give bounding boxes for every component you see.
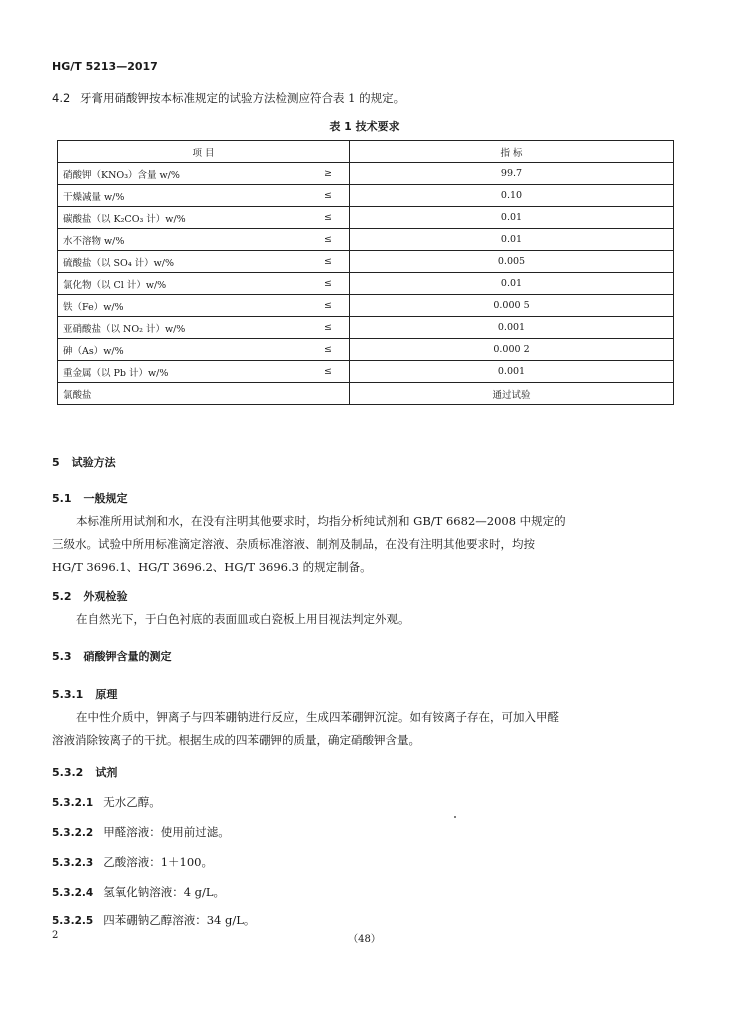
table-header-row — [58, 141, 674, 163]
sequence-number: （48） — [348, 934, 381, 945]
table-row — [58, 339, 674, 361]
section-title: 试验方法 — [71, 456, 116, 469]
paragraph-line: 本标准所用试剂和水，在没有注明其他要求时，均指分析纯试剂和 GB/T 6682—2008 中规定的 — [76, 514, 566, 528]
section-title: 原理 — [95, 688, 118, 701]
item-number: 5.3.2.5 — [52, 915, 94, 927]
section-number: 5.3.2 — [52, 766, 84, 779]
item-number: 5.3.2.3 — [52, 857, 94, 869]
table-row — [58, 295, 674, 317]
row-value: 0.005 — [350, 251, 674, 273]
paragraph-line: 溶液消除铵离子的干扰。根据生成的四苯硼钾的质量，确定硝酸钾含量。 — [52, 733, 420, 747]
row-operator: ≤ — [313, 185, 350, 207]
row-operator: ≤ — [313, 361, 350, 383]
reagent-item — [52, 884, 225, 900]
section-5-3-1-heading — [52, 686, 117, 702]
section-5-2-heading — [52, 588, 128, 604]
row-value: 0.001 — [350, 317, 674, 339]
item-text: 氢氧化钠溶液：4 g/L。 — [103, 885, 226, 899]
section-title: 硝酸钾含量的测定 — [83, 650, 172, 663]
reagent-item — [52, 794, 161, 810]
row-operator: ≤ — [313, 295, 350, 317]
table-row — [58, 383, 674, 405]
standard-code: HG/T 5213—2017 — [52, 60, 158, 73]
scan-speck — [454, 816, 456, 818]
section-number: 5.2 — [52, 590, 72, 603]
technical-requirements-table — [57, 140, 674, 405]
row-item: 砷（As）w/% — [58, 339, 314, 361]
row-operator: ≤ — [313, 207, 350, 229]
item-text: 乙酸溶液：1＋100。 — [103, 855, 213, 869]
section-5-3-1-text — [52, 706, 630, 752]
item-text: 四苯硼钠乙醇溶液：34 g/L。 — [103, 913, 256, 927]
clause-text: 牙膏用硝酸钾按本标准规定的试验方法检测应符合表 1 的规定。 — [79, 91, 406, 105]
paragraph-line: 在中性介质中，钾离子与四苯硼钠进行反应，生成四苯硼钾沉淀。如有铵离子存在，可加入甲醛 — [76, 710, 559, 724]
item-number: 5.3.2.1 — [52, 797, 94, 809]
table-row — [58, 229, 674, 251]
table-title: 表 1 技术要求 — [329, 120, 400, 133]
section-title: 一般规定 — [83, 492, 128, 505]
section-5-3-heading — [52, 648, 172, 664]
row-item: 氯化物（以 Cl 计）w/% — [58, 273, 314, 295]
section-number: 5.3 — [52, 650, 72, 663]
row-operator: ≥ — [313, 163, 350, 185]
item-text: 甲醛溶液：使用前过滤。 — [103, 825, 230, 839]
row-item: 干燥减量 w/% — [58, 185, 314, 207]
table-row — [58, 361, 674, 383]
table-row — [58, 317, 674, 339]
row-operator: ≤ — [313, 251, 350, 273]
row-value: 0.01 — [350, 273, 674, 295]
paragraph-line: 在自然光下，于白色衬底的表面皿或白瓷板上用目视法判定外观。 — [76, 612, 410, 626]
reagent-item — [52, 854, 213, 870]
row-operator: ≤ — [313, 317, 350, 339]
row-item: 亚硝酸盐（以 NO₂ 计）w/% — [58, 317, 314, 339]
section-5-3-2-heading — [52, 764, 117, 780]
table-row — [58, 273, 674, 295]
row-operator: ≤ — [313, 229, 350, 251]
column-header-item: 项 目 — [58, 141, 350, 163]
section-number: 5.1 — [52, 492, 72, 505]
table-row — [58, 251, 674, 273]
item-text: 无水乙醇。 — [103, 795, 161, 809]
section-5-2-text — [52, 608, 630, 631]
section-number: 5.3.1 — [52, 688, 84, 701]
row-value: 0.10 — [350, 185, 674, 207]
reagent-item — [52, 824, 230, 840]
section-title: 试剂 — [95, 766, 118, 779]
section-number: 5 — [52, 456, 60, 469]
row-item: 重金属（以 Pb 计）w/% — [58, 361, 314, 383]
section-5-heading — [52, 454, 116, 470]
section-5-1-text — [52, 510, 630, 579]
column-header-index: 指 标 — [350, 141, 674, 163]
row-operator: ≤ — [313, 273, 350, 295]
row-item: 水不溶物 w/% — [58, 229, 314, 251]
row-value: 0.01 — [350, 207, 674, 229]
clause-4-2 — [52, 90, 405, 106]
item-number: 5.3.2.2 — [52, 827, 94, 839]
row-value: 0.001 — [350, 361, 674, 383]
row-item: 氯酸盐 — [58, 383, 350, 405]
row-value: 0.000 5 — [350, 295, 674, 317]
section-title: 外观检验 — [83, 590, 128, 603]
table-row — [58, 185, 674, 207]
section-5-1-heading — [52, 490, 128, 506]
row-item: 碳酸盐（以 K₂CO₃ 计）w/% — [58, 207, 314, 229]
clause-number: 4.2 — [52, 91, 71, 105]
row-item: 硝酸钾（KNO₃）含量 w/% — [58, 163, 314, 185]
row-item: 硫酸盐（以 SO₄ 计）w/% — [58, 251, 314, 273]
row-value: 99.7 — [350, 163, 674, 185]
item-number: 5.3.2.4 — [52, 887, 94, 899]
row-operator: ≤ — [313, 339, 350, 361]
table-row — [58, 207, 674, 229]
reagent-item — [52, 912, 255, 928]
page-number: 2 — [52, 930, 59, 941]
row-value: 0.01 — [350, 229, 674, 251]
row-item: 铁（Fe）w/% — [58, 295, 314, 317]
row-value: 0.000 2 — [350, 339, 674, 361]
paragraph-line: 三级水。试验中所用标准滴定溶液、杂质标准溶液、制剂及制品，在没有注明其他要求时，均按 — [52, 537, 535, 551]
table-row — [58, 163, 674, 185]
row-value: 通过试验 — [350, 383, 674, 405]
paragraph-line: HG/T 3696.1、HG/T 3696.2、HG/T 3696.3 的规定制备。 — [52, 560, 372, 574]
